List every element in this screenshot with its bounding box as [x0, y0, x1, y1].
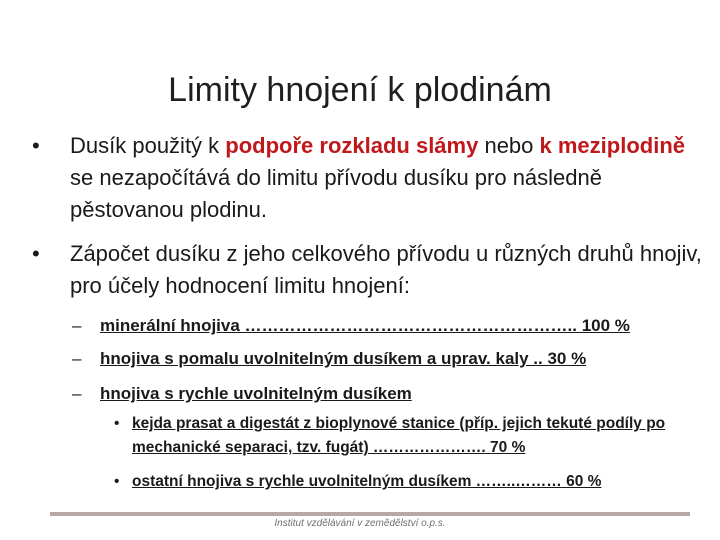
subitem-slow-release — [72, 346, 587, 371]
footer-text: Institut vzdělávání v zemědělství o.p.s. — [274, 518, 446, 529]
highlight-straw: podpoře rozkladu slámy — [225, 133, 479, 158]
subsubitem-value: 70 % — [490, 439, 526, 456]
bullet-text: Zápočet dusíku z jeho celkového přívodu u různých druhů hnojiv, pro účely hodnocení limitu hnojení: — [70, 241, 702, 298]
dash-marker: – — [72, 316, 82, 335]
subitem-text: minerální hnojiva ………………………………………………….. 100 % — [100, 316, 630, 335]
subitem-mineral — [72, 313, 630, 338]
subitem-text: hnojiva s rychle uvolnitelným dusíkem — [100, 384, 412, 403]
bullet-marker: • — [32, 133, 40, 158]
subitem-fast-release — [72, 381, 412, 406]
bullet-marker: • — [32, 241, 40, 266]
bullet-text-part: nebo — [478, 133, 540, 158]
bullet-text-part: Dusík použitý k — [70, 133, 226, 158]
subsubitem-other — [114, 470, 704, 494]
bullet-text-part: se nezapočítává do limitu přívodu dusíku pro následně pěstovanou plodinu. — [70, 165, 602, 222]
subsubitem-value: 60 % — [566, 473, 602, 490]
dash-marker: – — [72, 384, 82, 403]
subitem-text: hnojiva s pomalu uvolnitelným dusíkem a uprav. kaly .. 30 % — [100, 349, 587, 368]
subsubitem-slurry — [114, 412, 704, 460]
slide-title: Limity hnojení k plodinám — [168, 71, 552, 109]
bullet-marker: • — [114, 473, 120, 490]
highlight-catch-crop: k meziplodině — [539, 133, 685, 158]
footer-divider — [50, 512, 690, 516]
subsubitem-text: kejda prasat a digestát z bioplynové stanice (příp. jejich tekuté podíly po mechanické separaci, tzv. fugát) …………………. — [132, 415, 666, 456]
bullet-text — [70, 130, 710, 226]
bullet-marker: • — [114, 415, 120, 432]
subsubitem-text: ostatní hnojiva s rychle uvolnitelným dusíkem ……..……… — [132, 473, 562, 490]
dash-marker: – — [72, 349, 82, 368]
